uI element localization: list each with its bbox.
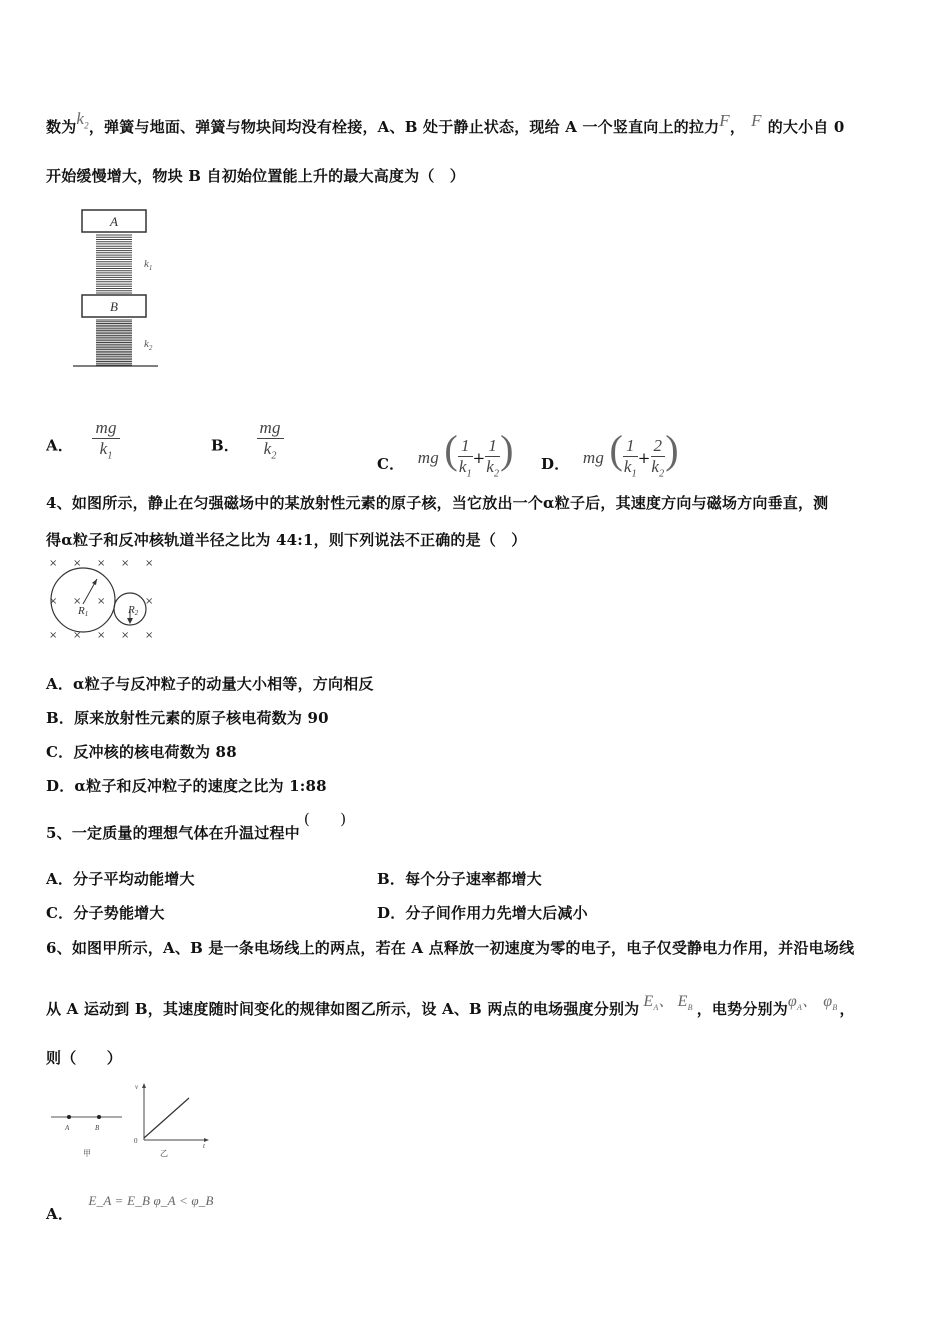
block-b-label: B (110, 299, 118, 314)
cross-mark: × (145, 630, 154, 641)
block-a-label: A (110, 214, 118, 229)
spring-k2 (96, 320, 132, 365)
q3-option-a[interactable]: A． $\frac{mg}{k_1}$ (46, 432, 120, 461)
q3-option-c[interactable]: C． mg ( $\frac{1}{k_1}$ + $\frac{1}{k_2}$ ) (377, 427, 514, 480)
cross-mark: × (49, 558, 58, 569)
q4-option-c[interactable]: C．反冲核的核电荷数为 88 (46, 743, 237, 761)
cross-mark: × (49, 630, 58, 641)
label-jia: 甲 (83, 1149, 91, 1158)
q6-option-a[interactable]: A． E_A = E_B φ_A < φ_B (46, 1193, 214, 1223)
origin-label: 0 (134, 1137, 138, 1145)
fraction-mg-k2: $\frac{mg}{k_2}$ (257, 418, 284, 461)
q3-stem-line2: 开始缓慢增大，物块 B 自初始位置能上升的最大高度为（ ） (46, 167, 465, 185)
q5-paren: ( ) (303, 810, 347, 828)
cross-mark: × (121, 558, 130, 569)
cross-mark: × (145, 596, 154, 607)
point-a-label: A (65, 1124, 70, 1132)
q3-option-b[interactable]: B． $\frac{mg}{k_2}$ (211, 432, 284, 461)
cross-mark: × (73, 630, 82, 641)
q6-stem-line3: 则（ ） (46, 1049, 123, 1067)
q3-stem-line1: 数为$k_2$，弹簧与地面、弹簧与物块间均没有栓接，A、B 处于静止状态，现给 A 一个竖直向上的拉力F， F 的大小自 0 (46, 109, 845, 136)
axis-t-label: t (203, 1142, 205, 1150)
vt-graph-line (144, 1098, 189, 1138)
q4-stem-line1: 4、如图所示，静止在匀强磁场中的某放射性元素的原子核，当它放出一个α粒子后，其速度方向与磁场方向垂直，测 (46, 494, 829, 512)
alpha-orbit (51, 568, 115, 632)
q5-option-a[interactable]: A．分子平均动能增大 (46, 870, 195, 888)
q4-stem-line2: 得α粒子和反冲核轨道半径之比为 44:1，则下列说法不正确的是（ ） (46, 531, 527, 549)
magnetic-field-figure (42, 558, 157, 643)
cross-mark: × (49, 596, 58, 607)
cross-mark: × (73, 558, 82, 569)
force-symbol: F (719, 111, 730, 130)
cross-mark: × (145, 558, 154, 569)
point-b-label: B (95, 1124, 100, 1132)
cross-mark: × (73, 596, 82, 607)
fraction-mg-k1: $\frac{mg}{k_1}$ (92, 418, 119, 461)
cross-mark: × (97, 630, 106, 641)
q3-text-b: ，弹簧与地面、弹簧与物块间均没有栓接，A、B 处于静止状态，现给 A 一个竖直向上的拉力 (88, 118, 720, 136)
q4-option-b[interactable]: B．原来放射性元素的原子核电荷数为 90 (46, 709, 329, 727)
q4-option-a[interactable]: A．α粒子与反冲粒子的动量大小相等，方向相反 (46, 675, 374, 693)
q3-option-d[interactable]: D． mg ( $\frac{1}{k_1}$ + $\frac{2}{k_2}$ ) (541, 427, 679, 480)
spring-k1 (96, 235, 132, 293)
field-cross-marks (49, 558, 153, 641)
q6-stem-line2: 从 A 运动到 B，其速度随时间变化的规律如图乙所示，设 A、B 两点的电场强度分别为 $E_A$、 $E_B$ ，电势分别为$\varphi_A$、 $\varphi_B$ ， (46, 993, 855, 1018)
cross-mark: × (97, 558, 106, 569)
spring-figure (70, 205, 180, 375)
field-line-and-vt-figure (48, 1080, 218, 1160)
q4-option-d[interactable]: D．α粒子和反冲粒子的速度之比为 1:88 (46, 777, 327, 795)
r1-label: R1 (78, 605, 89, 618)
k1-label: $k_1$ (144, 258, 153, 272)
q3-text-a: 数为 (46, 118, 77, 136)
k2-label: $k_2$ (144, 338, 153, 352)
cross-mark: × (121, 630, 130, 641)
q6-stem-line1: 6、如图甲所示，A、B 是一条电场线上的两点，若在 A 点释放一初速度为零的电子，电子仅受静电力作用，并沿电场线 (46, 939, 855, 957)
q5-option-d[interactable]: D．分子间作用力先增大后减小 (377, 904, 588, 922)
cross-mark: × (97, 596, 106, 607)
r2-label: R2 (128, 604, 139, 617)
q6-option-a-formula: E_A = E_B φ_A < φ_B (88, 1193, 214, 1208)
q5-option-b[interactable]: B．每个分子速率都增大 (377, 870, 542, 888)
q5-stem: 5、一定质量的理想气体在升温过程中( ) (46, 810, 347, 842)
force-symbol: F (751, 111, 762, 130)
k2-symbol: $k_2$ (76, 109, 89, 131)
q5-option-c[interactable]: C．分子势能增大 (46, 904, 165, 922)
label-yi: 乙 (160, 1149, 168, 1158)
axis-v-label: v (135, 1083, 139, 1091)
